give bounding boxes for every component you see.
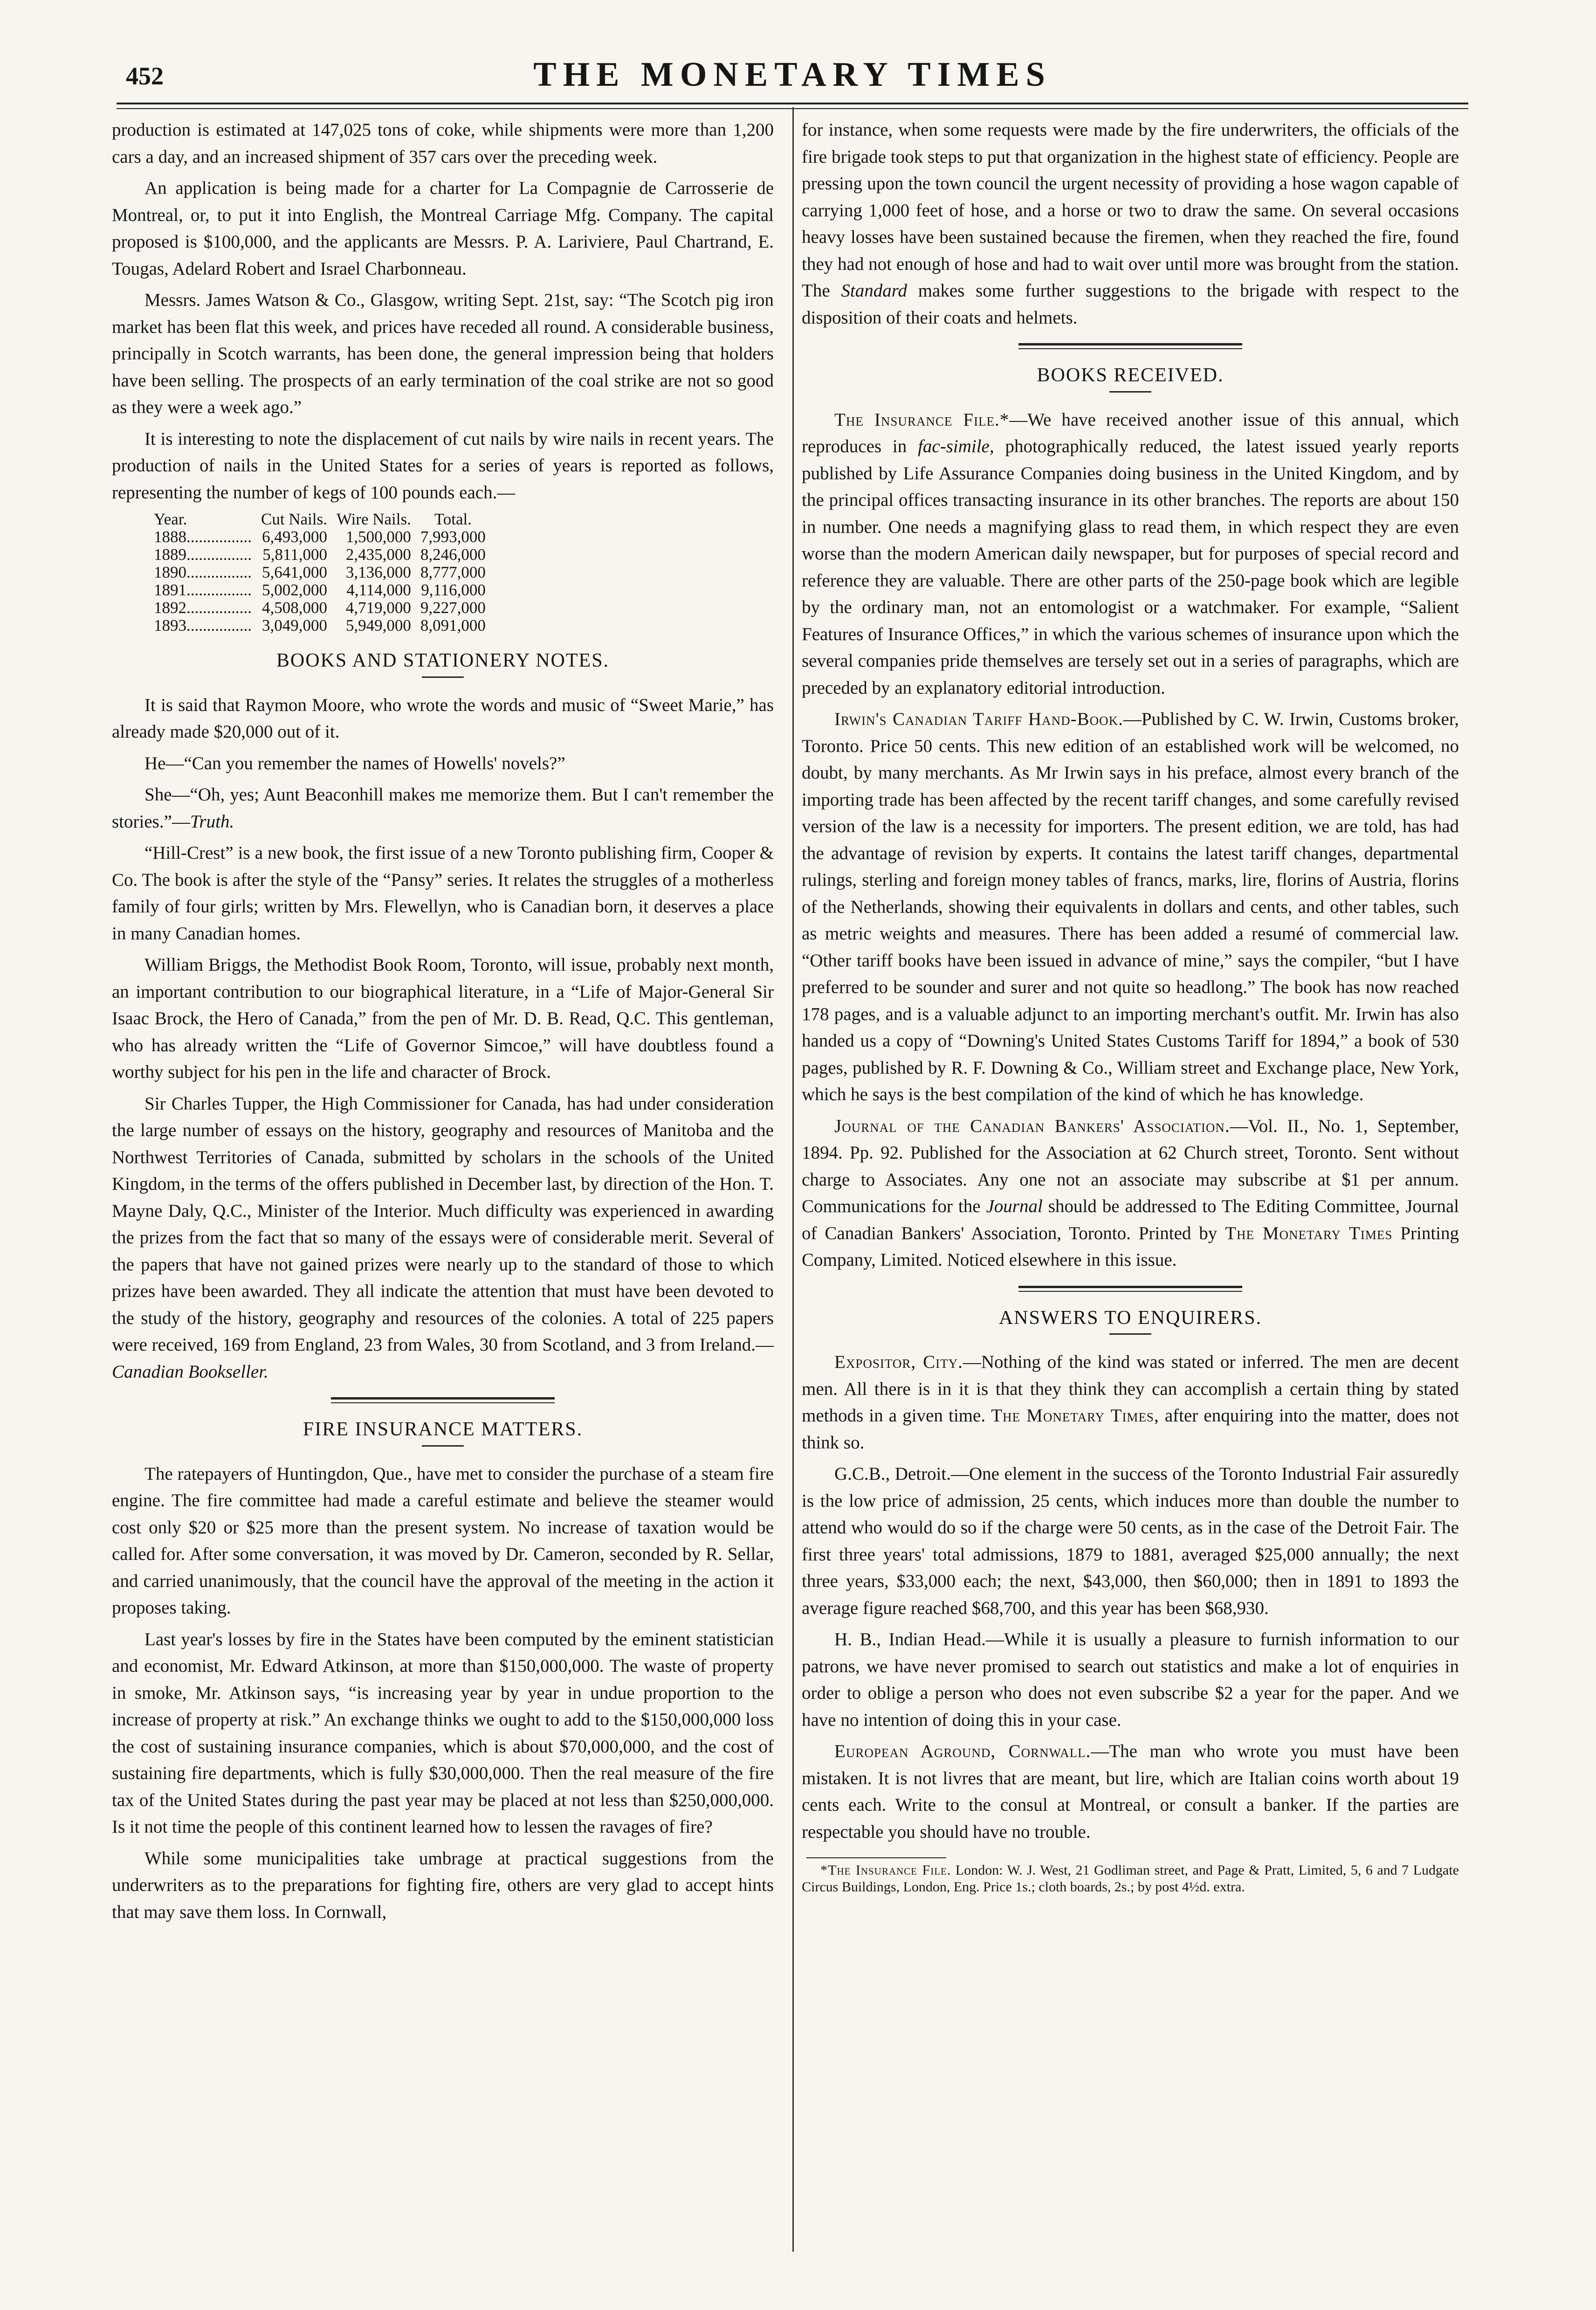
table-row: 1892................ 4,508,000 4,719,000 9,227,000 [149, 599, 490, 617]
table-row: 1891................ 5,002,000 4,114,000 9,116,000 [149, 581, 490, 599]
bankers-journal-title: Journal of the Canadian Bankers' Association. [834, 1116, 1230, 1136]
cell-cut: 5,811,000 [262, 545, 327, 564]
cell-total: 7,993,000 [420, 528, 486, 546]
footnote-title: *The Insurance File. [820, 1862, 951, 1878]
cell-total: 9,116,000 [421, 581, 486, 599]
footnote-text: London: W. J. West, 21 Godliman street, and Page & Pratt, Limited, 5, 6 and 7 Ludgate Circus Buildings, London, Eng. Price 1s.; cloth boards, 2s.; by post 4½d. extra. [802, 1862, 1459, 1895]
cell-wire: 5,949,000 [345, 616, 411, 634]
cell-wire: 1,500,000 [345, 528, 411, 546]
cell-year: 1892 [154, 599, 186, 617]
irwin-title: Irwin's Canadian Tariff Hand-Book. [834, 709, 1123, 729]
paragraph-gcb-detroit [802, 1461, 1459, 1621]
paragraph-hill-crest: “Hill-Crest” is a new book, the first issue of a new Toronto publishing firm, Cooper & Co. The book is after the style of the “Pansy” series. It relates the struggles of a motherless family of four girls; written by Mrs. Flewellyn, who is Canadian born, it deserves a place in many Canadian homes. [112, 843, 774, 944]
heading-answers-text: ANSWERS TO ENQUIRERS. [998, 1307, 1262, 1329]
heading-books-received-text: BOOKS RECEIVED. [1037, 365, 1224, 386]
right-column [802, 117, 1459, 1900]
header-rule [117, 103, 1468, 104]
col-header-year: Year. [154, 510, 187, 528]
expositor-text-a: —Nothing of the kind was stated or inferred. The men are decent men. All there is in it is that they think they can accomplish a certain thing by stated methods in a given time. [802, 1352, 1459, 1426]
footnote [802, 1862, 1459, 1896]
european-aground-title: European Aground, Cornwall. [834, 1741, 1091, 1761]
paragraph-indian-head [802, 1626, 1459, 1733]
nails-table [149, 510, 490, 634]
indian-head-text: —While it is usually a pleasure to furnish information to our patrons, we have never promised to search out statistics and make a lot of enquiries in order to oblige a person who does not even subscribe $2 a year for the paper. And we have no intention of doing this in your case. [802, 1629, 1459, 1730]
cornwall-text-a: for instance, when some requests were made by the fire underwriters, the officials of the fire brigade took steps to put that organization in the highest state of efficiency. People are pressing upon the town council the urgent necessity of providing a hose wagon capable of carrying 1,000 feet of hose, and a horse or two to draw the same. On several occasions heavy losses have been sustained because the firemen, when they reached the fire, found they had not enough of hose and had to wait over until more was brought from the station. The [802, 120, 1459, 301]
cell-year: 1893 [154, 616, 186, 634]
table-row: 1893................ 3,049,000 5,949,000 8,091,000 [149, 617, 490, 634]
heading-underline [1109, 1333, 1151, 1335]
paragraph-municipalities: While some municipalities take umbrage at practical suggestions from the underwriters as to the preparations for fighting fire, others are very glad to accept hints that may save them loss. In Cornwall, [112, 1848, 774, 1922]
paragraph-expositor [802, 1349, 1459, 1456]
gcb-text: —One element in the success of the Toronto Industrial Fair assuredly is the low price of admission, 25 cents, which induces more than double the number to attend who would do so if the charge were 50 cents, as in the case of the Detroit Fair. The first three years' total admissions, 1879 to 1881, averaged $25,000 annually; the next three years, $33,000 each; the next, $43,000, then $60,000; then in 1891 to 1893 the average figure reached $68,700, and this year has been $68,930. [802, 1464, 1459, 1618]
cell-year: 1889 [154, 545, 186, 564]
insurance-file-text-a: —We have received another issue of this annual, which reproduces in [802, 409, 1459, 456]
section-divider [331, 1397, 555, 1403]
cell-total: 9,227,000 [420, 599, 486, 617]
paragraph-briggs: William Briggs, the Methodist Book Room, Toronto, will issue, probably next month, an important contribution to our biographical literature, in a “Life of Major-General Sir Isaac Brock, the Hero of Canada,” from the pen of Mr. D. B. Read, Q.C. This gentleman, who has already written the “Life of Governor Simcoe,” will have doubtless found a worthy subject for his pen in the life and character of Brock. [112, 955, 774, 1082]
monetary-times-smallcaps: The Monetary Times [1225, 1223, 1393, 1243]
table-row: 1889................ 5,811,000 2,435,000 8,246,000 [149, 546, 490, 564]
paragraph-cornwall [802, 117, 1459, 331]
paragraph-nails: It is interesting to note the displacement of cut nails by wire nails in recent years. The production of nails in the United States for a series of years is reported as follows, representing the number of kegs of 100 pounds each.— [112, 428, 774, 503]
gcb-title: G.C.B., Detroit. [834, 1464, 951, 1484]
bankers-journal-text-b: should be addressed to The Editing Committee, Journal of Canadian Bankers' Association, Toronto. Printed by [802, 1196, 1459, 1243]
bankers-journal-text-a: —Vol. II., No. 1, September, 1894. Pp. 92. Published for the Association at 62 Church street, Toronto. Sent without charge to Associates. Any one not an associate may subscribe at $1 per annum. Communications for the [802, 1116, 1459, 1216]
paragraph-tupper [112, 1090, 774, 1386]
paragraph-coke: production is estimated at 147,025 tons of coke, while shipments were more than 1,200 cars a day, and an increased shipment of 357 cars over the preceding week. [112, 120, 774, 167]
heading-books-received [802, 362, 1459, 393]
table-row: 1890................ 5,641,000 3,136,000 8,777,000 [149, 564, 490, 581]
expositor-title: Expositor, City. [834, 1352, 963, 1372]
heading-underline [422, 1445, 464, 1447]
cell-wire: 2,435,000 [345, 545, 411, 564]
heading-underline [1109, 391, 1151, 393]
paragraph-bankers-journal [802, 1113, 1459, 1274]
paragraph-irwin [802, 706, 1459, 1108]
paragraph-fire-losses: Last year's losses by fire in the States have been computed by the eminent statistician and economist, Mr. Edward Atkinson, at more than $150,000,000. The waste of property in smoke, Mr. Atkinson says, “is increasing year by year in undue proportion to the increase of property at risk.” An exchange thinks we ought to add to the $150,000,000 loss the cost of sustaining insurance companies, which is about $70,000,000, and the cost of sustaining fire departments, which is fully $30,000,000. Then the real measure of the fire tax of the United States during the past year may be placed at not less than $250,000,000. Is it not time the people of this continent learned how to lessen the ravages of fire? [112, 1629, 774, 1837]
heading-underline [422, 676, 464, 678]
cell-total: 8,777,000 [420, 563, 486, 581]
heading-books-stationery-text: BOOKS AND STATIONERY NOTES. [276, 650, 610, 671]
cell-cut: 6,493,000 [261, 528, 327, 546]
cell-total: 8,246,000 [420, 545, 486, 564]
column-divider [792, 107, 794, 2252]
table-row: 1888................ 6,493,000 1,500,000 7,993,000 [149, 528, 490, 546]
paragraph-european-aground [802, 1738, 1459, 1845]
insurance-file-title: The Insurance File.* [834, 409, 1010, 430]
cell-wire: 4,114,000 [346, 581, 411, 599]
page-number: 452 [126, 62, 164, 90]
cell-year: 1891 [154, 581, 186, 599]
paragraph-insurance-file [802, 407, 1459, 702]
paragraph-carrosserie: An application is being made for a charter for La Compagnie de Carrosserie de Montreal, or, to put it into English, the Montreal Carriage Mfg. Company. The capital proposed is $100,000, and the applicants are Messrs. P. A. Lariviere, Paul Chartrand, E. Tougas, Adelard Robert and Israel Charbonneau. [112, 178, 774, 279]
irwin-text: —Published by C. W. Irwin, Customs broker, Toronto. Price 50 cents. This new edition of an established work will be welcomed, no doubt, by many merchants. As Mr Irwin says in his preface, almost every branch of the importing trade has been affected by the recent tariff changes, and some carefully revised version of the law is a necessity for importers. The present edition, we are told, has had the advantage of revision by experts. It contains the latest tariff changes, departmental rulings, sterling and foreign money tables of francs, marks, lire, florins of Austria, florins of the Netherlands, showing their equivalents in dollars and cents, and other tables, such as metric weights and measures. There has been added a resumé of commercial law. “Other tariff books have been issued in advance of mine,” says the compiler, “but I have preferred to be sounder and surer and not quite so headlong.” The book has now reached 178 pages, and is a valuable adjunct to an importing merchant's outfit. Mr. Irwin has also handed us a copy of “Downing's United States Customs Tariff for 1894,” a book of 530 pages, published by R. F. Downing & Co., William street and Exchange place, New York, which he says is the best compilation of the kind of which he has knowledge. [802, 709, 1459, 1104]
cell-cut: 4,508,000 [261, 599, 327, 617]
fac-simile-italic: fac-simile, [918, 436, 994, 456]
heading-fire-insurance-text: FIRE INSURANCE MATTERS. [303, 1419, 583, 1440]
col-header-total: Total. [434, 510, 472, 528]
left-column [112, 117, 774, 1930]
heading-fire-insurance [112, 1416, 774, 1447]
section-divider [1018, 343, 1242, 349]
bankers-journal-text-c: Printing Company, Limited. Noticed elsewhere in this issue. [802, 1223, 1459, 1270]
source-canadian-bookseller: Canadian Bookseller. [112, 1361, 268, 1382]
cell-cut: 5,002,000 [261, 581, 327, 599]
beaconhill-text: She—“Oh, yes; Aunt Beaconhill makes me memorize them. But I can't remember the stories.”— [112, 785, 774, 832]
paragraph-huntingdon: The ratepayers of Huntingdon, Que., have met to consider the purchase of a steam fire engine. The fire committee had made a careful estimate and believe the steamer would cost only $20 or $25 more than the present system. No increase of taxation would be called for. After some conversation, it was moved by Dr. Cameron, seconded by R. Sellar, and carried unanimously, that the council have the approval of the meeting in the action it proposes taking. [112, 1463, 774, 1618]
section-divider [1018, 1286, 1242, 1292]
monetary-times-smallcaps: The Monetary Times, [991, 1406, 1159, 1426]
insurance-file-text-b: photographically reduced, the latest issued yearly reports published by Life Assurance Companies doing business in the United Kingdom, and by the principal offices transacting insurance in its other branches. The reports are about 150 in number. One needs a magnifying glass to read them, in which respect they are even worse than the modern American daily newspaper, but for purposes of special record and reference they are valuable. There are other parts of the 250-page book which are legible by the ordinary man, not an entomologist or a watchmaker. For example, “Salient Features of Insurance Offices,” in which the various schemes of insurance upon which the several companies pride themselves are tersely set out in a series of paragraphs, which are preceded by an explanatory editorial introduction. [802, 436, 1459, 698]
page-header [117, 55, 1468, 102]
cell-wire: 3,136,000 [345, 563, 411, 581]
tupper-text: Sir Charles Tupper, the High Commissioner for Canada, has had under consideration the large number of essays on the history, geography and resources of Manitoba and the Northwest Territories of Canada, submitted by scholars in the schools of the United Kingdom, in the terms of the offers published in December last, by direction of the Hon. T. Mayne Daly, Q.C., Minister of the Interior. Much difficulty was experienced in awarding the prizes from the fact that so many of the essays were of considerable merit. Several of the papers that have not gained prizes were nearly up to the standard of those to which prizes have been awarded. They all indicate the attention that must have been devoted to the study of the history, geography and resources of the colonies. A total of 225 papers were received, 169 from England, 23 from Wales, 30 from Scotland, and 3 from Ireland.— [112, 1093, 774, 1355]
col-header-cut: Cut Nails. [261, 510, 327, 528]
nails-table-header [149, 510, 490, 528]
paragraph-beaconhill [112, 781, 774, 835]
heading-books-stationery [112, 648, 774, 678]
cell-total: 8,091,000 [420, 616, 486, 634]
source-truth: Truth. [190, 811, 234, 832]
paragraph-watson: Messrs. James Watson & Co., Glasgow, writing Sept. 21st, say: “The Scotch pig iron market has been flat this week, and prices have receded all round. A considerable business, principally in Scotch warrants, has been done, the general impression being that holders have been selling. The prospects of an early termination of the coal strike are not so good as they were a week ago.” [112, 290, 774, 417]
col-header-wire: Wire Nails. [336, 510, 411, 528]
journal-italic: Journal [986, 1196, 1043, 1216]
cell-wire: 4,719,000 [345, 599, 411, 617]
expositor-text-b: after enquiring into the matter, does not think so. [802, 1406, 1459, 1453]
indian-head-title: H. B., Indian Head. [834, 1629, 986, 1649]
cornwall-text-b: makes some further suggestions to the brigade with respect to the disposition of their coats and helmets. [802, 281, 1459, 328]
cell-year: 1888 [154, 528, 186, 546]
footnote-rule [806, 1857, 946, 1858]
european-aground-text: —The man who wrote you must have been mistaken. It is not livres that are meant, but lire, which are Italian coins worth about 19 cents each. Write to the consul at Montreal, or consult a banker. If the parties are respectable you should have no trouble. [802, 1741, 1459, 1842]
standard-italic: Standard [841, 281, 907, 301]
masthead-title: THE MONETARY TIMES [533, 55, 1052, 94]
heading-answers [802, 1305, 1459, 1335]
paragraph-sweet-marie: It is said that Raymon Moore, who wrote the words and music of “Sweet Marie,” has already made $20,000 out of it. [112, 695, 774, 742]
cell-year: 1890 [154, 563, 186, 581]
cell-cut: 5,641,000 [261, 563, 327, 581]
paragraph-howells: He—“Can you remember the names of Howells' novels?” [144, 753, 565, 773]
cell-cut: 3,049,000 [261, 616, 327, 634]
